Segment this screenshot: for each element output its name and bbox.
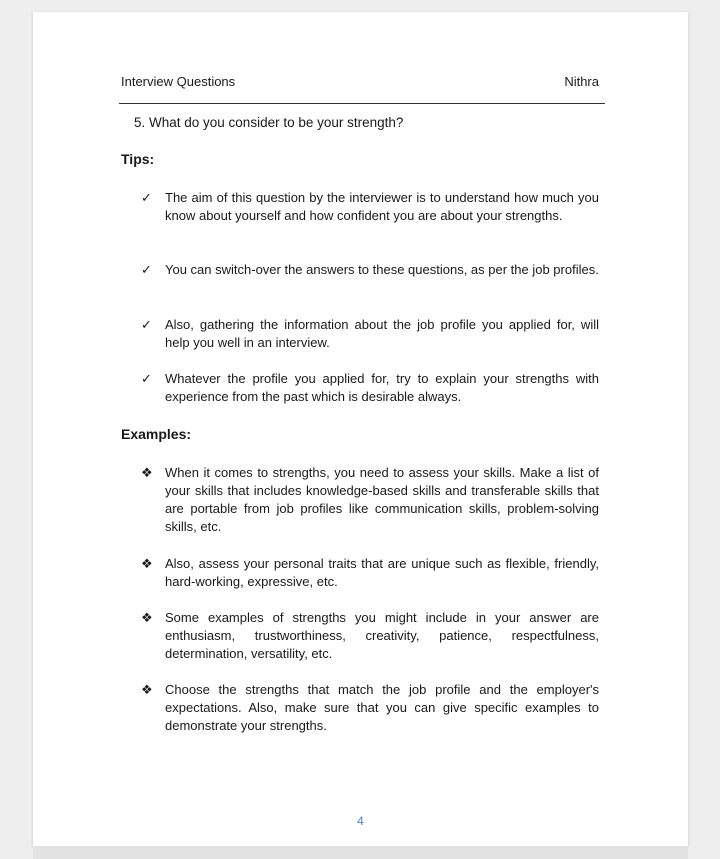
tip-text: Whatever the profile you applied for, try to explain your strengths with experience from the past which is desirable always. (165, 371, 599, 404)
tip-text: Also, gathering the information about the job profile you applied for, will help you well in an interview. (165, 317, 599, 350)
next-page-edge (33, 846, 688, 859)
header-title: Interview Questions (121, 74, 236, 89)
tip-item (141, 316, 599, 352)
document-page (33, 12, 688, 846)
diamond-bullet-icon: ❖ (141, 465, 153, 480)
tip-text: The aim of this question by the interviewer is to understand how much you know about yourself and how confident you are about your strengths. (165, 190, 599, 223)
header-divider (119, 103, 605, 104)
example-text: Choose the strengths that match the job profile and the employer's expectations. Also, make sure that you can give specific examples to demonstrate your strengths. (165, 682, 599, 733)
example-item (141, 555, 599, 591)
page-number: 4 (357, 814, 364, 828)
checkmark-icon: ✓ (141, 190, 152, 205)
example-item (141, 681, 599, 735)
example-item (141, 464, 599, 536)
checkmark-icon: ✓ (141, 317, 152, 332)
example-item (141, 609, 599, 663)
question-text: 5. What do you consider to be your strength? (134, 115, 404, 130)
examples-heading: Examples: (121, 426, 192, 442)
tip-item (141, 261, 599, 279)
tip-item (141, 370, 599, 406)
checkmark-icon: ✓ (141, 262, 152, 277)
checkmark-icon: ✓ (141, 371, 152, 386)
example-text: Some examples of strengths you might include in your answer are enthusiasm, trustworthiness, creativity, patience, respectfulness, determination, versatility, etc. (165, 610, 599, 661)
example-text: Also, assess your personal traits that are unique such as flexible, friendly, hard-working, expressive, etc. (165, 556, 599, 589)
diamond-bullet-icon: ❖ (141, 610, 153, 625)
tip-item (141, 189, 599, 225)
diamond-bullet-icon: ❖ (141, 682, 153, 697)
diamond-bullet-icon: ❖ (141, 556, 153, 571)
tip-text: You can switch-over the answers to these questions, as per the job profiles. (165, 262, 599, 277)
header-author: Nithra (564, 74, 599, 89)
tips-heading: Tips: (121, 151, 155, 167)
example-text: When it comes to strengths, you need to assess your skills. Make a list of your skills that includes knowledge-based skills and transferable skills that are portable from job profiles like communication skills, problem-solving skills, etc. (165, 465, 599, 534)
